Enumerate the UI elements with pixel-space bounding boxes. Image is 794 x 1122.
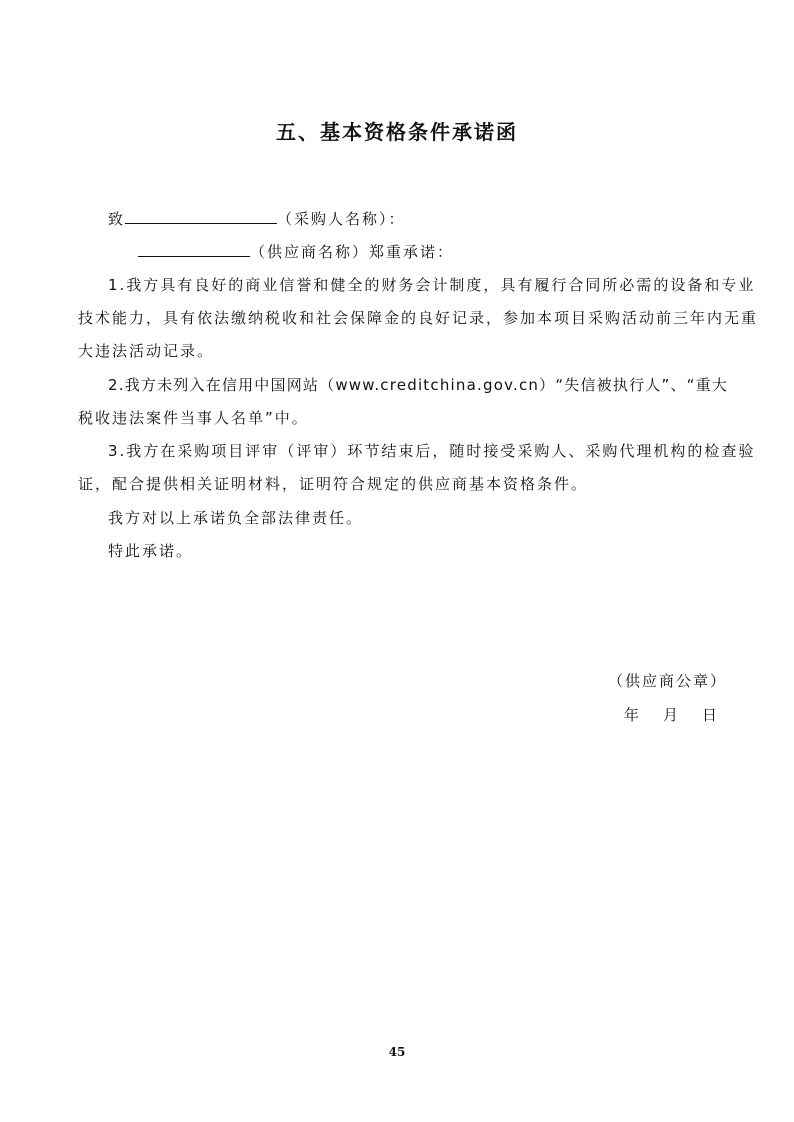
document-title: 五、基本资格条件承诺函 xyxy=(276,120,518,144)
purchaser-name-blank xyxy=(125,209,277,224)
date-month: 月 xyxy=(663,706,681,724)
paragraph-1-line-3: 大违法活动记录。 xyxy=(78,342,215,360)
addressee-line xyxy=(108,208,406,229)
paragraph-3-line-1: 3.我方在采购项目评审（评审）环节结束后，随时接受采购人、采购代理机构的检查验 xyxy=(108,442,756,460)
paragraph-3-line-2: 证，配合提供相关证明材料，证明符合规定的供应商基本资格条件。 xyxy=(78,475,589,493)
supplier-name-blank xyxy=(138,242,250,257)
responsibility-statement: 我方对以上承诺负全部法律责任。 xyxy=(108,509,364,527)
addressee-prefix: 致 xyxy=(108,210,126,228)
supplier-suffix: （供应商名称）郑重承诺： xyxy=(250,243,455,261)
paragraph-2-line-1: 2.我方未列入在信用中国网站（www.creditchina.gov.cn）“失信被执行人”、“重大 xyxy=(108,376,729,394)
supplier-line xyxy=(138,241,454,262)
date-day: 日 xyxy=(702,706,720,724)
paragraph-1-line-2: 技术能力，具有依法缴纳税收和社会保障金的良好记录，参加本项目采购活动前三年内无重 xyxy=(78,309,759,327)
page-number: 45 xyxy=(388,1045,406,1059)
supplier-seal-label: （供应商公章） xyxy=(608,672,728,690)
paragraph-1-line-1: 1.我方具有良好的商业信誉和健全的财务会计制度，具有履行合同所必需的设备和专业 xyxy=(108,276,756,294)
addressee-suffix: （采购人名称）： xyxy=(277,210,406,228)
paragraph-2-line-2: 税收违法案件当事人名单”中。 xyxy=(78,409,309,427)
closing-statement: 特此承诺。 xyxy=(108,542,194,560)
date-year: 年 xyxy=(624,706,642,724)
